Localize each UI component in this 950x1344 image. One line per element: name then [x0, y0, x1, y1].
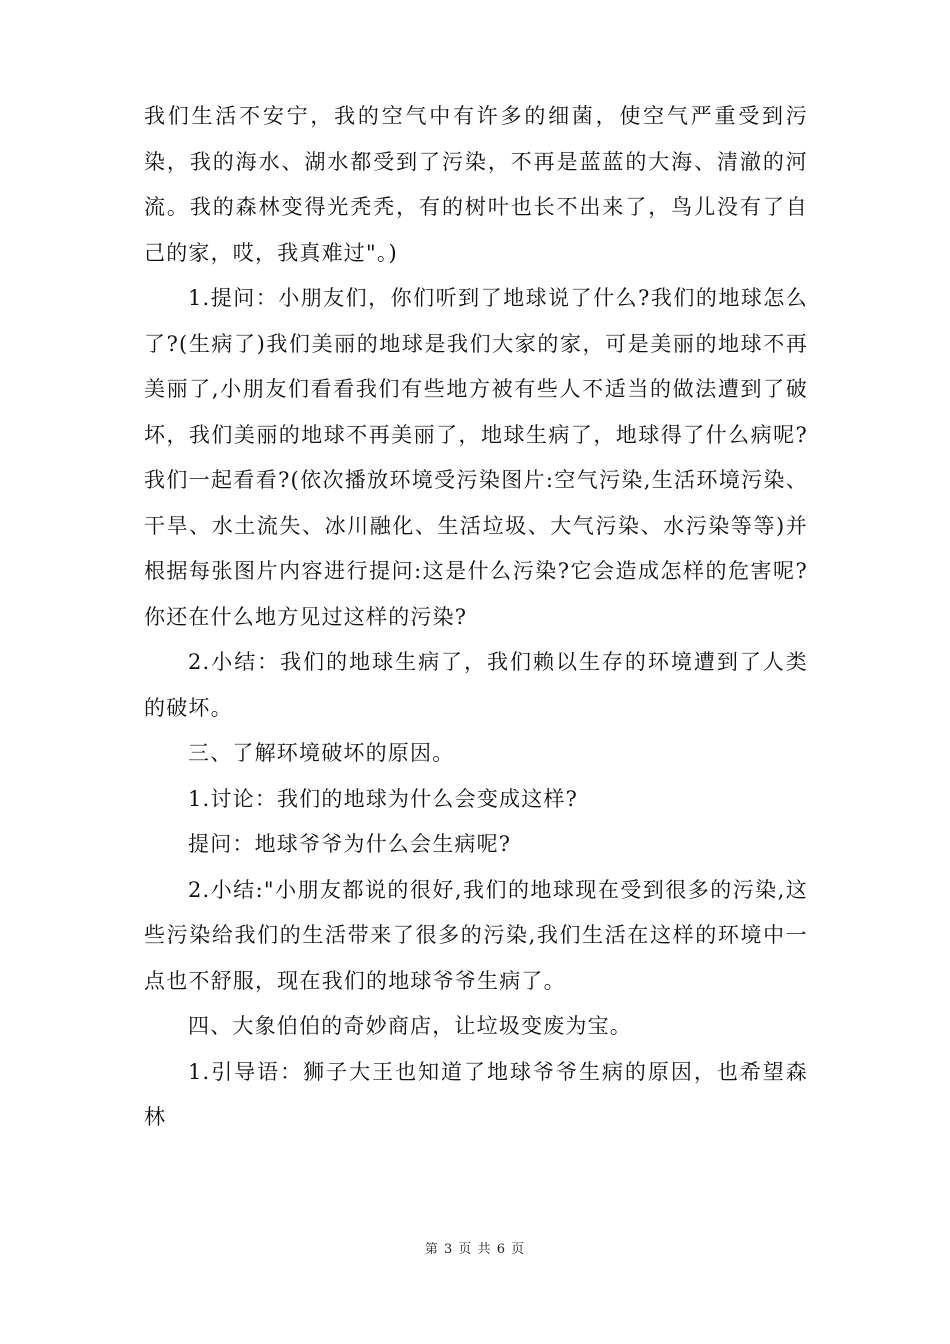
- document-body: [144, 94, 808, 1141]
- paragraph-lead-in: 1.引导语：狮子大王也知道了地球爷爷生病的原因，也希望森林: [144, 1059, 808, 1129]
- paragraph-discussion: 1.讨论：我们的地球为什么会变成这样?: [188, 786, 579, 811]
- paragraph-question-2: 提问：地球爷爷为什么会生病呢?: [188, 832, 512, 856]
- paragraph-summary-1: 2.小结：我们的地球生病了，我们赖以生存的环境遭到了人类的破坏。: [144, 650, 808, 720]
- paragraph-continuation: 我们生活不安宁，我的空气中有许多的细菌，使空气严重受到污染，我的海水、湖水都受到了污染，不再是蓝蓝的大海、清澈的河流。我的森林变得光秃秃，有的树叶也长不出来了，鸟儿没有了自己的家，哎，我真难过"。): [144, 104, 808, 265]
- section-heading-3: 三、了解环境破坏的原因。: [188, 741, 455, 765]
- section-heading-4: 四、大象伯伯的奇妙商店，让垃圾变废为宝。: [188, 1014, 632, 1038]
- paragraph-question: 1.提问：小朋友们，你们听到了地球说了什么?我们的地球怎么了?(生病了)我们美丽的地球是我们大家的家，可是美丽的地球不再美丽了,小朋友们看看我们有些地方被有些人不适当的做法遭到了破坏，我们美丽的地球不再美丽了，地球生病了，地球得了什么病呢?我们一起看看?(依次播放环境受污染图片:空气污染,生活环境污染、干旱、水土流失、冰川融化、生活垃圾、大气污染、水污染等等)并根据每张图片内容进行提问:这是什么污染?它会造成怎样的危害呢?你还在什么地方见过这样的污染?: [144, 286, 808, 629]
- page-footer: 第 3 页 共 6 页: [424, 1242, 526, 1257]
- paragraph-summary-2: 2.小结:"小朋友都说的很好,我们的地球现在受到很多的污染,这些污染给我们的生活带来了很多的污染,我们生活在这样的环境中一点也不舒服，现在我们的地球爷爷生病了。: [144, 877, 808, 993]
